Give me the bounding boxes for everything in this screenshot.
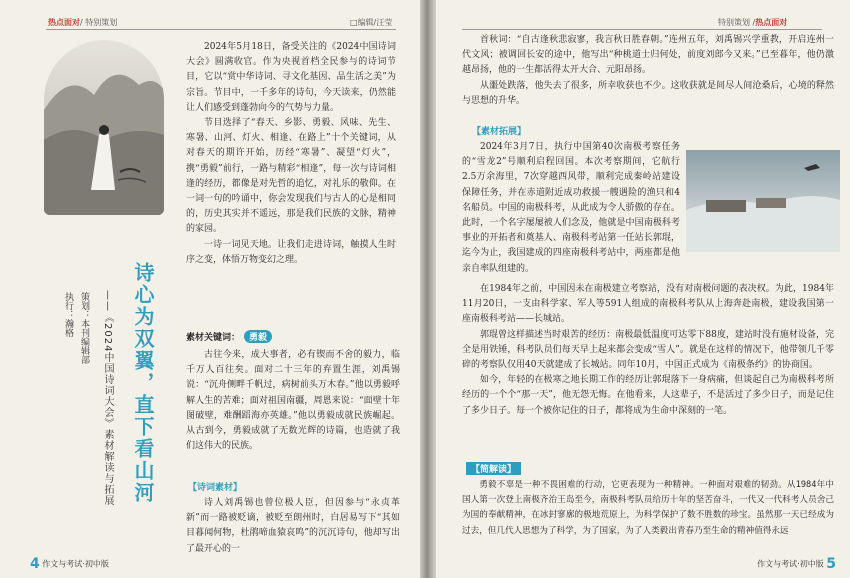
extension-body <box>462 282 834 419</box>
right-header: 特别策划 /热点面对 <box>718 18 788 27</box>
antarctic-station-photo <box>686 150 840 252</box>
interpretation-section <box>462 478 834 539</box>
keyword-badge: 勇毅 <box>244 330 272 343</box>
credit-exec: 执行：瀚格 <box>63 292 73 337</box>
book-gutter <box>420 0 436 578</box>
left-intro <box>186 40 396 268</box>
left-footer: 4 作文与考试·初中版 <box>30 556 109 572</box>
body-paragraph: 如今，年轻的在极寒之地长期工作的经历让郭琨落下一身病痛，但谈起自己为南极科考所经历的一个个“那一天”，他无怨无悔。在他看来，人这辈子，不是活过了多少日子，而是记住了多少日子。每一个被你记住的日子，都将成为生命中深刻的一笔。 <box>462 375 834 416</box>
body-paragraph: 在1984年之前，中国因未在南极建立考察站，没有对南极问题的表决权。为此，1984年11月20日，一支由科学家、军人等591人组成的南极科考队从上海奔赴南极，建设我国第一座南极科考站——长城站。 <box>462 284 834 325</box>
body-paragraph: 2024年3月7日，执行中国第40次南极考察任务的“雪龙2”号顺利启程回国。本次考察期间，它航行2.5万余海里，7次穿越西风带，顺利完成秦岭站建设保障任务，并在赤道附近成功救援一艘遇险的渔只和4名船员。中国的南极科考，从此成为令人骄傲的存在。此时，一个名字屡屡被人们念及，他就是中国南极科考事业的开拓者和奠基人、南极科考站第一任站长郭琨，迄今为止，我国建成的四座南极科考站中，两座都是他亲自率队组建的。 <box>462 142 680 274</box>
right-header-rule <box>462 29 822 30</box>
body-paragraph: 首秋词：“自古逢秋悲寂寥，我言秋日胜春朝。”连州五年，刘禹锡兴学重教，开启连州一代文风；被调回长安的途中，他写出“种桃道士归何处，前度刘郎今又来。”已至暮年，他仍激越昂扬，他的一生都活得太开大合、元阳昂扬。 <box>462 35 834 76</box>
extension-section-tag: 【素材拓展】 <box>472 127 527 137</box>
right-footer: 作文与考试·初中版 5 <box>757 556 836 572</box>
body-paragraph: 郭琨曾这样描述当时艰苦的经历：南极最低温度可达零下88度，建站时没有施材设备，完全是用铁锤，科考队员们每天早上起来都会变成“雪人”。就是在这样的情况下，他带领几千零碎的考察队仅用40天就建成了长城站。同年10月，中国正式成为《南极条约》的协商国。 <box>462 329 834 371</box>
intro-paragraph: 一诗一词见天地。让我们走进诗词，触摸人生时序之变，体悟万物变幻之理。 <box>186 239 396 265</box>
interpretation-section-tag: 【简解读】 <box>466 462 521 475</box>
left-header: 热点面对/ 特别策划 <box>48 18 118 27</box>
poem-section-tag: 【诗词素材】 <box>188 483 243 493</box>
right-top-text <box>462 33 834 109</box>
left-body <box>186 348 400 454</box>
body-paragraph: 从噩处跌落，他失去了很多，所幸收获也不少。这收获就是间尽人间沧桑后，心境的释然与思想的升华。 <box>462 80 834 106</box>
interpretation-paragraph: 勇毅不辜是一种不畏困难的行动，它更表现为一种精神。一种面对艰难的韧劲。从1984年中国人第一次登上南极齐治王岛至今，南极科考队员给历十年的坚苦奋斗，一代又一代科考人员舍己为国的奉献精神，在冰封寥廓的极地荒原上，为科学保护了数不胜数的珍宝。虽然那一天已经成为过去，但几代人思想为了科学，为了国家，为了人类毅出青春乃至生命的精神值得永远 <box>462 480 834 536</box>
left-header-rule <box>46 29 396 30</box>
credit-plan: 策划：本刊编辑部 <box>79 292 89 364</box>
right-page <box>428 0 850 578</box>
page-number: 4 <box>30 556 40 572</box>
intro-paragraph: 2024年5月18日，备受关注的《2024中国诗词大会》圆满收官。作为央视首档全民参与的诗词节目，它以“赏中华诗词、寻文化基因、品生活之美”为宗旨。节目中，一千多年的诗句，今天读来，仍然能让人们感受到蓬勃向今的气势与力量。 <box>186 42 396 113</box>
intro-paragraph: 节目选择了“春天、乡影、勇毅、风味、先生、寒暑、山河、灯火、相逢、在路上”十个关键词，从对春天的期许开始，历经“寒暑”、凝望“灯火”，携“勇毅”前行，一路与精彩“相逢”，每一次与诗词相逢的经历，都像是对先哲的追忆，对礼乐的敬仰。在一词一句的吟诵中，你会发现我们与古人的心是相同的，历史其实并不遥远，那是我们民族的文脉，精神的家园。 <box>186 118 396 235</box>
keyword-heading: 素材关键词： 勇毅 <box>186 330 272 343</box>
article-title: 诗心为双翼，直下看山河 <box>131 262 155 504</box>
poem-paragraph: 诗人刘禹锡也曾位极人臣，但因参与“永贞革新”而一路被贬谪，被贬至朗州时，白居易写下“其如目暮闻何物，杜鹃啼血猿哀鸣”的沉沉诗句，他却写出了最开心的一 <box>186 498 400 554</box>
left-header-editor: □编辑/汪莹 <box>350 18 393 27</box>
ink-painting-illustration <box>44 40 164 215</box>
extension-intro <box>462 140 680 277</box>
body-paragraph: 古往今来，成大事者，必有锲而不舍的毅力，临千万人百往矣。面对二十三年的弃置生涯，刘禹锡说：“沉舟侧畔千帆过，病树前头万木春。”他以勇毅呼解人生的苦难；面对祖国南疆，周恩来说：“面壁十年图破壁，难酬蹈海亦英雄。”他以勇毅成就民族崛起。从古到今，勇毅成就了无数光辉的诗篇，也造就了我们这伟大的民族。 <box>186 350 400 452</box>
page-number: 5 <box>826 556 836 572</box>
poem-section <box>186 496 400 557</box>
article-subtitle: ——《2024中国诗词大会》素材解读与拓展 <box>102 290 113 507</box>
